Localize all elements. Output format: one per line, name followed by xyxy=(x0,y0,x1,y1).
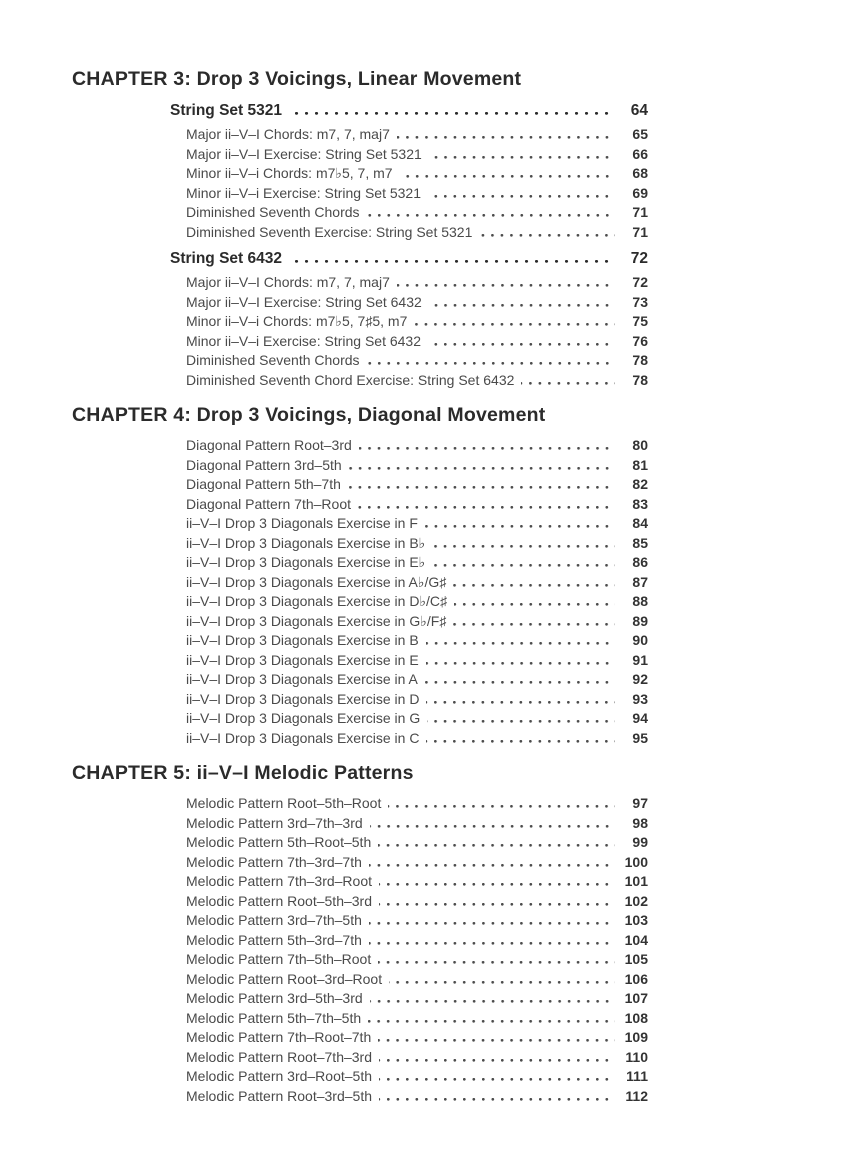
toc-entry-label: Melodic Pattern 3rd–7th–5th xyxy=(186,912,362,928)
toc-entry-label: Melodic Pattern Root–5th–Root xyxy=(186,795,382,811)
toc-entry xyxy=(170,100,648,122)
dot-leader xyxy=(369,922,615,925)
dot-leader xyxy=(369,864,615,867)
dot-leader xyxy=(429,304,615,307)
page-number: 110 xyxy=(625,1048,648,1065)
toc-entry xyxy=(186,1009,648,1029)
toc-entry-label: Melodic Pattern 5th–3rd–7th xyxy=(186,931,362,948)
toc-entry-label: Major ii–V–I Exercise: String Set 6432 xyxy=(186,293,422,310)
toc-entry xyxy=(186,436,648,456)
dot-leader xyxy=(289,260,615,263)
toc-entry xyxy=(186,690,648,710)
toc-entry-label: Diagonal Pattern 5th–7th xyxy=(186,476,341,492)
page-number: 83 xyxy=(632,495,648,512)
dot-leader xyxy=(453,584,615,587)
page-number: 100 xyxy=(624,853,648,870)
toc-entry-label: Melodic Pattern 7th–Root–7th xyxy=(186,1029,372,1045)
toc-entry xyxy=(186,514,648,534)
dot-leader xyxy=(425,525,615,528)
page-number: 76 xyxy=(632,332,648,349)
toc-entry xyxy=(186,203,648,223)
toc-entry xyxy=(186,456,648,476)
dot-leader xyxy=(429,156,615,159)
dot-leader xyxy=(369,942,615,945)
dot-leader xyxy=(428,195,615,198)
dot-leader xyxy=(379,883,615,886)
toc-entry xyxy=(186,872,648,892)
toc-entry xyxy=(186,612,648,632)
chapter-heading: CHAPTER 5: ii–V–I Melodic Patterns xyxy=(72,762,414,784)
page-number: 109 xyxy=(624,1029,648,1045)
toc-entry xyxy=(186,911,648,931)
page-number: 90 xyxy=(632,632,648,648)
page-number: 95 xyxy=(632,729,648,746)
toc-entry-label: ii–V–I Drop 3 Diagonals Exercise in A♭/G♯ xyxy=(186,573,447,590)
toc-entry xyxy=(186,970,648,990)
toc-entry xyxy=(186,592,648,612)
toc-entry xyxy=(186,729,648,749)
dot-leader xyxy=(426,740,615,743)
page-number: 97 xyxy=(632,795,648,811)
toc-entry xyxy=(186,892,648,912)
page-number: 91 xyxy=(632,651,648,668)
page-number: 101 xyxy=(624,873,648,889)
page-number: 72 xyxy=(630,250,648,267)
toc-entry xyxy=(186,332,648,352)
toc-entry-label: Melodic Pattern Root–7th–3rd xyxy=(186,1048,372,1065)
dot-leader xyxy=(379,1078,615,1081)
page-number: 81 xyxy=(632,456,648,473)
toc-entry xyxy=(186,931,648,951)
page-number: 69 xyxy=(632,184,648,201)
dot-leader xyxy=(397,136,615,139)
page-number: 104 xyxy=(624,931,648,948)
toc-entry-label: ii–V–I Drop 3 Diagonals Exercise in B♭ xyxy=(186,534,426,551)
page-number: 65 xyxy=(632,126,648,142)
dot-leader xyxy=(427,720,615,723)
chapter-heading: CHAPTER 4: Drop 3 Voicings, Diagonal Movement xyxy=(72,404,546,426)
toc-entry-label: Major ii–V–I Chords: m7, 7, maj7 xyxy=(186,274,390,290)
dot-leader xyxy=(400,175,615,178)
dot-leader xyxy=(359,447,615,450)
toc-entry xyxy=(186,371,648,391)
toc-entry-label: Diminished Seventh Chords xyxy=(186,204,360,220)
dot-leader xyxy=(368,1020,615,1023)
dot-leader xyxy=(425,681,615,684)
toc-entry-label: Melodic Pattern 3rd–7th–3rd xyxy=(186,814,363,831)
page-number: 86 xyxy=(632,554,648,570)
page-number: 108 xyxy=(624,1009,648,1026)
chapter-section xyxy=(72,404,648,748)
toc-entry xyxy=(186,1067,648,1087)
toc-entry-label: Melodic Pattern 7th–3rd–7th xyxy=(186,853,362,870)
toc-entry xyxy=(186,709,648,729)
dot-leader xyxy=(426,642,615,645)
toc-entry-label: Melodic Pattern Root–3rd–Root xyxy=(186,970,383,987)
dot-leader xyxy=(349,467,615,470)
toc-entry xyxy=(186,950,648,970)
toc-entry xyxy=(186,794,648,814)
toc-entry xyxy=(186,475,648,495)
toc-entry-label: Minor ii–V–i Exercise: String Set 6432 xyxy=(186,332,421,349)
toc-entry xyxy=(186,312,648,332)
toc-entry-label: Minor ii–V–i Chords: m7♭5, 7♯5, m7 xyxy=(186,313,408,329)
toc-entry xyxy=(186,184,648,204)
toc-entry xyxy=(186,273,648,293)
toc-entry-label: ii–V–I Drop 3 Diagonals Exercise in D xyxy=(186,690,420,707)
toc-entry-label: Melodic Pattern Root–3rd–5th xyxy=(186,1087,372,1104)
toc-entry-label: Minor ii–V–i Chords: m7♭5, 7, m7 xyxy=(186,165,393,181)
toc-entry-label: ii–V–I Drop 3 Diagonals Exercise in G♭/F♯ xyxy=(186,612,447,629)
toc-entry-label: ii–V–I Drop 3 Diagonals Exercise in B xyxy=(186,632,419,648)
page-number: 68 xyxy=(632,165,648,181)
dot-leader xyxy=(428,343,615,346)
toc-entry-label: Diminished Seventh Exercise: String Set 5321 xyxy=(186,223,473,240)
toc-entry xyxy=(170,248,648,270)
dot-leader xyxy=(432,564,615,567)
toc-entry-label: String Set 5321 xyxy=(170,102,282,119)
toc-entry xyxy=(186,1048,648,1068)
page-number: 71 xyxy=(632,204,648,220)
page-number: 94 xyxy=(632,710,648,726)
page-number: 99 xyxy=(632,834,648,850)
toc-entry xyxy=(186,853,648,873)
toc-entry xyxy=(186,293,648,313)
page-number: 80 xyxy=(632,437,648,453)
toc-entry-label: ii–V–I Drop 3 Diagonals Exercise in D♭/C♯ xyxy=(186,593,448,609)
toc-entry xyxy=(186,573,648,593)
page-number: 106 xyxy=(624,970,648,987)
dot-leader xyxy=(370,1000,615,1003)
toc-entry-label: Melodic Pattern 3rd–Root–5th xyxy=(186,1068,372,1084)
dot-leader xyxy=(432,545,615,548)
toc-entry xyxy=(186,1087,648,1107)
page-number: 78 xyxy=(632,352,648,368)
page-number: 88 xyxy=(632,593,648,609)
page-number: 82 xyxy=(632,476,648,492)
chapter-section xyxy=(72,762,648,1106)
toc-entry-label: Melodic Pattern 7th–3rd–Root xyxy=(186,873,372,889)
dot-leader xyxy=(426,701,615,704)
toc-entry-label: Melodic Pattern Root–5th–3rd xyxy=(186,892,372,909)
dot-leader xyxy=(289,112,615,115)
toc-entry-label: ii–V–I Drop 3 Diagonals Exercise in F xyxy=(186,515,418,531)
dot-leader xyxy=(367,362,615,365)
page-number: 87 xyxy=(632,573,648,590)
page-number: 75 xyxy=(632,313,648,329)
toc-chapters xyxy=(72,68,648,1106)
page-number: 64 xyxy=(630,102,648,119)
dot-leader xyxy=(454,603,615,606)
dot-leader xyxy=(348,486,615,489)
dot-leader xyxy=(426,662,615,665)
dot-leader xyxy=(388,805,615,808)
toc-entry-label: ii–V–I Drop 3 Diagonals Exercise in G xyxy=(186,710,421,726)
page-number: 72 xyxy=(632,274,648,290)
page-number: 112 xyxy=(625,1087,648,1104)
dot-leader xyxy=(379,903,615,906)
toc-entry-label: Melodic Pattern 5th–7th–5th xyxy=(186,1009,362,1026)
toc-entry xyxy=(186,1028,648,1048)
page-number: 89 xyxy=(632,612,648,629)
page-number: 84 xyxy=(632,515,648,531)
page-number: 66 xyxy=(632,145,648,162)
toc-entry xyxy=(186,534,648,554)
dot-leader xyxy=(358,506,615,509)
toc-entry-label: Diminished Seventh Chord Exercise: String Set 6432 xyxy=(186,371,515,388)
toc-entry-label: ii–V–I Drop 3 Diagonals Exercise in E♭ xyxy=(186,554,426,570)
toc-entry-label: Major ii–V–I Exercise: String Set 5321 xyxy=(186,145,422,162)
dot-leader xyxy=(378,1039,615,1042)
page-number: 103 xyxy=(624,912,648,928)
toc-entry xyxy=(186,125,648,145)
page-number: 85 xyxy=(632,534,648,551)
dot-leader xyxy=(414,323,615,326)
toc-entry-label: ii–V–I Drop 3 Diagonals Exercise in C xyxy=(186,729,420,746)
toc-entry-label: ii–V–I Drop 3 Diagonals Exercise in A xyxy=(186,671,418,687)
dot-leader xyxy=(521,382,615,385)
dot-leader xyxy=(370,825,615,828)
dot-leader xyxy=(479,234,615,237)
page-number: 98 xyxy=(632,814,648,831)
toc-entry xyxy=(186,164,648,184)
toc-entry xyxy=(186,351,648,371)
toc-entry-label: Melodic Pattern 7th–5th–Root xyxy=(186,951,372,967)
dot-leader xyxy=(397,284,615,287)
toc-entry-label: Diagonal Pattern 7th–Root xyxy=(186,495,351,512)
page-number: 105 xyxy=(624,951,648,967)
dot-leader xyxy=(389,981,615,984)
page-number: 73 xyxy=(632,293,648,310)
dot-leader xyxy=(378,961,615,964)
toc-entry xyxy=(186,814,648,834)
page-number: 71 xyxy=(632,223,648,240)
toc-entry xyxy=(186,989,648,1009)
toc-entry xyxy=(186,145,648,165)
toc-entry-label: Melodic Pattern 5th–Root–5th xyxy=(186,834,372,850)
dot-leader xyxy=(378,844,615,847)
page-number: 111 xyxy=(626,1068,648,1084)
toc-entry-label: Diagonal Pattern Root–3rd xyxy=(186,437,352,453)
toc-entry-label: String Set 6432 xyxy=(170,250,282,267)
dot-leader xyxy=(367,214,615,217)
toc-entry xyxy=(186,631,648,651)
toc-entry xyxy=(186,833,648,853)
page-number: 93 xyxy=(632,690,648,707)
toc-entry-label: Minor ii–V–i Exercise: String Set 5321 xyxy=(186,184,421,201)
toc-entry-label: Diagonal Pattern 3rd–5th xyxy=(186,456,342,473)
toc-entry-label: Major ii–V–I Chords: m7, 7, maj7 xyxy=(186,126,390,142)
toc-entry xyxy=(186,495,648,515)
toc-entry xyxy=(186,223,648,243)
toc-entry xyxy=(186,553,648,573)
toc-entry-label: ii–V–I Drop 3 Diagonals Exercise in E xyxy=(186,651,419,668)
page-number: 107 xyxy=(624,990,648,1006)
dot-leader xyxy=(453,623,615,626)
chapter-heading: CHAPTER 3: Drop 3 Voicings, Linear Movement xyxy=(72,68,522,90)
toc-entry xyxy=(186,651,648,671)
dot-leader xyxy=(379,1059,615,1062)
toc-entry-label: Diminished Seventh Chords xyxy=(186,352,360,368)
toc-entry-label: Melodic Pattern 3rd–5th–3rd xyxy=(186,990,363,1006)
page-number: 78 xyxy=(632,371,648,388)
toc-entry xyxy=(186,670,648,690)
page-number: 102 xyxy=(624,892,648,909)
dot-leader xyxy=(379,1098,615,1101)
chapter-section xyxy=(72,68,648,390)
page-number: 92 xyxy=(632,671,648,687)
